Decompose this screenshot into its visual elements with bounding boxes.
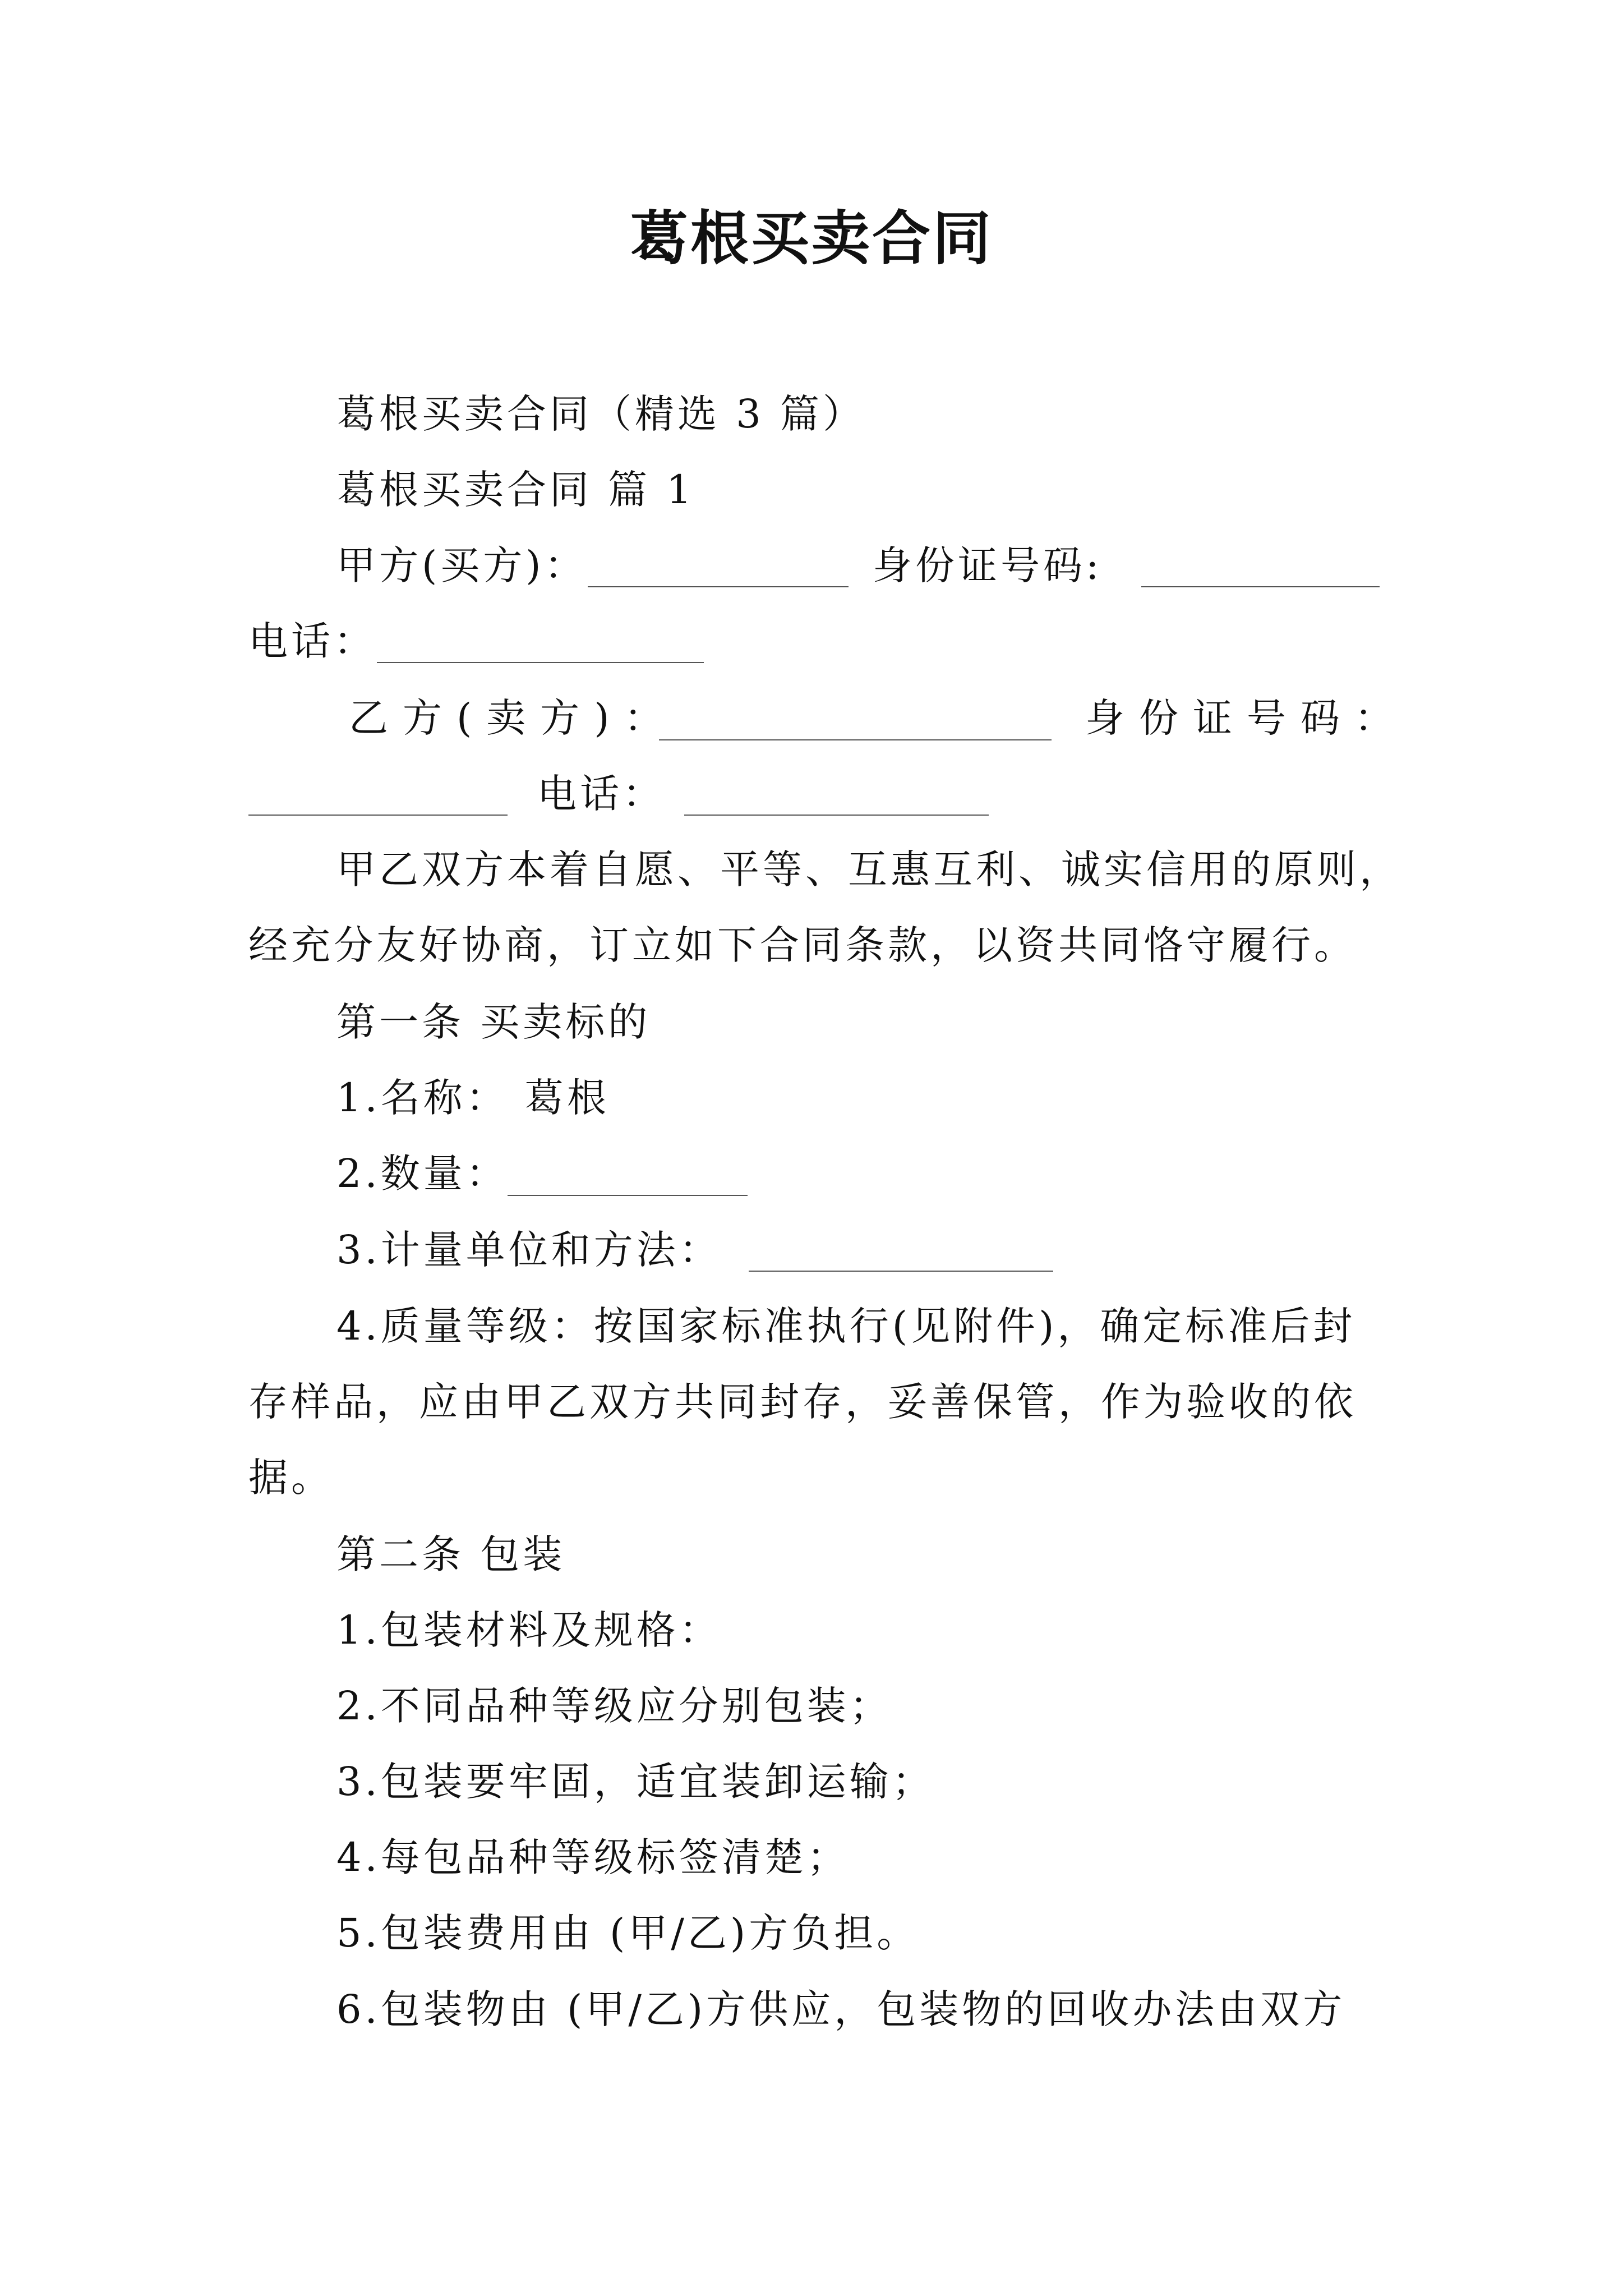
section-2-item-6: 6.包装物由 (甲/乙)方供应，包装物的回收办法由双方 bbox=[336, 1986, 1346, 2032]
section-1-item-3: 3.计量单位和方法： bbox=[336, 1227, 722, 1273]
section-1-item-4: 4.质量等级：按国家标准执行(见附件)，确定标准后封 bbox=[336, 1303, 1356, 1349]
section-1-item-2: 2.数量： bbox=[336, 1151, 509, 1197]
preamble-line-2: 经充分友好协商，订立如下合同条款，以资共同恪守履行。 bbox=[248, 922, 1357, 968]
document-subtitle: 葛根买卖合同（精选 3 篇） bbox=[336, 391, 866, 437]
party-b-label: 乙方(卖方)： bbox=[349, 695, 678, 741]
section-2-item-4: 4.每包品种等级标签清楚； bbox=[336, 1834, 850, 1880]
party-b-name-blank[interactable] bbox=[659, 739, 1052, 740]
party-b-phone-blank[interactable] bbox=[684, 815, 989, 816]
article-heading: 葛根买卖合同 篇 1 bbox=[336, 467, 695, 513]
party-a-id-blank[interactable] bbox=[1141, 586, 1380, 587]
section-2-item-3: 3.包装要牢固，适宜装卸运输； bbox=[336, 1759, 935, 1805]
quantity-blank[interactable] bbox=[508, 1195, 748, 1196]
party-a-name-blank[interactable] bbox=[588, 586, 849, 587]
section-1-item-4-cont-2: 据。 bbox=[248, 1455, 334, 1501]
party-b-id-blank[interactable] bbox=[248, 815, 508, 816]
section-2-item-1: 1.包装材料及规格： bbox=[336, 1607, 722, 1653]
party-b-id-label: 身份证号码： bbox=[1085, 695, 1408, 741]
party-a-id-label: 身份证号码: bbox=[873, 542, 1103, 588]
measurement-blank[interactable] bbox=[749, 1271, 1053, 1272]
section-2-heading: 第二条 包装 bbox=[336, 1531, 566, 1577]
party-b-phone-label: 电话： bbox=[537, 771, 665, 817]
section-2-item-5: 5.包装费用由 (甲/乙)方负担。 bbox=[336, 1910, 920, 1956]
document-title: 葛根买卖合同 bbox=[629, 204, 993, 273]
party-a-label: 甲方(买方)： bbox=[336, 542, 587, 588]
preamble-line-1: 甲乙双方本着自愿、平等、互惠互利、诚实信用的原则， bbox=[336, 846, 1402, 892]
section-1-item-1: 1.名称： 葛根 bbox=[336, 1075, 610, 1121]
party-a-phone-blank[interactable] bbox=[377, 662, 704, 663]
section-1-item-4-cont-1: 存样品，应由甲乙双方共同封存，妥善保管，作为验收的依 bbox=[248, 1379, 1357, 1425]
section-2-item-2: 2.不同品种等级应分别包装； bbox=[336, 1683, 892, 1729]
section-1-heading: 第一条 买卖标的 bbox=[336, 999, 651, 1045]
party-a-phone-label: 电话： bbox=[248, 618, 376, 664]
